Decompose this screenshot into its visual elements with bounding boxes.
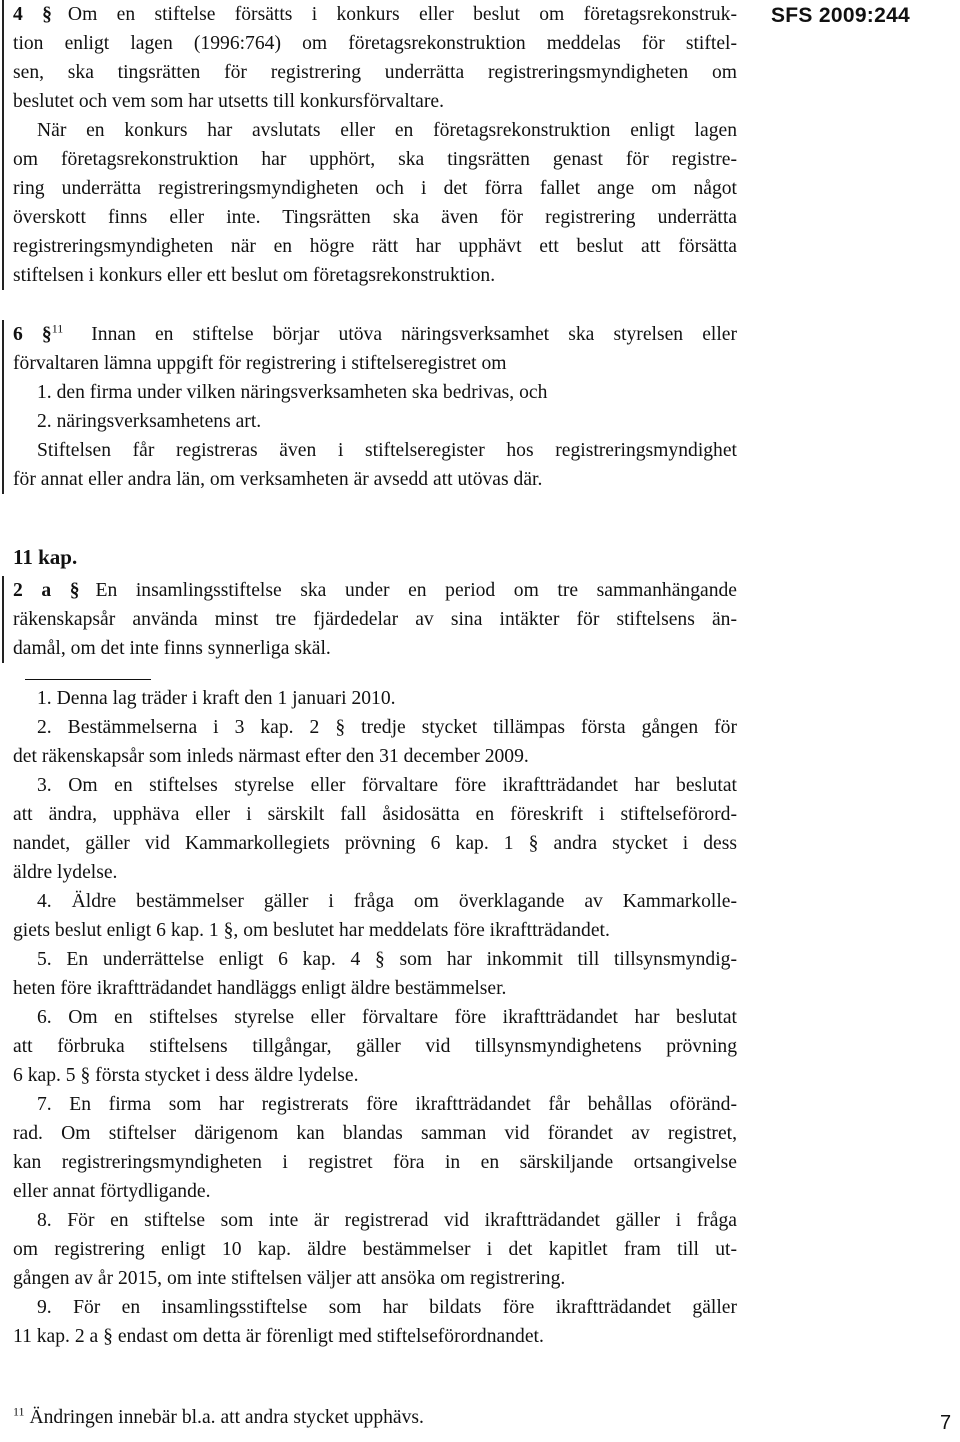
transitional-item-cont: eller annat förtydligande. <box>13 1181 211 1202</box>
transitional-item-cont: att ändra, upphäva eller i särskilt fall åsidosätta en föreskrift i stiftelseförord- <box>13 804 737 825</box>
section-4-line: 4 § Om en stiftelse försätts i konkurs eller beslut om företagsrekonstruk- <box>13 4 737 25</box>
running-head: SFS 2009:244 <box>771 4 911 27</box>
transitional-item-cont: att förbruka stiftelsens tillgångar, gäller vid tillsynsmyndighetens prövning <box>13 1036 737 1057</box>
section-6-line: 6 §$^{11}$ Innan en stiftelse börjar utöva näringsverksamhet ska styrelsen eller <box>13 321 737 345</box>
section-number: 4 § <box>13 4 52 25</box>
section-6-line: Stiftelsen får registreras även i stiftelseregister hos registreringsmyndighet <box>37 440 737 461</box>
section-number: 2 a § <box>13 580 80 601</box>
transitional-item-cont: 11 kap. 2 a § endast om detta är förenligt med stiftelseförordnandet. <box>13 1326 544 1347</box>
section-2a <box>13 576 737 663</box>
section-4-line: om företagsrekonstruktion har upphört, ska tingsrätten genast för registre- <box>13 149 737 170</box>
list-item: 1. den firma under vilken näringsverksamheten ska bedrivas, och <box>37 382 548 403</box>
footnote <box>13 1404 424 1429</box>
section-4-line: När en konkurs har avslutats eller en företagsrekonstruktion enligt lagen <box>37 120 737 141</box>
transitional-item-cont: äldre lydelse. <box>13 862 118 883</box>
section-6-line: för annat eller andra län, om verksamheten är avsedd att utövas där. <box>13 469 543 490</box>
section-4-line: beslutet och vem som har utsetts till konkursförvaltare. <box>13 91 444 112</box>
section-6 <box>13 320 737 494</box>
section-number: 6 § <box>13 324 52 345</box>
transitional-item: 8. För en stiftelse som inte är registrerad vid ikraftträdandet gäller i fråga <box>37 1210 737 1231</box>
transitional-item: 3. Om en stiftelses styrelse eller förvaltare före ikraftträdandet har beslutat <box>37 775 737 796</box>
footnote-text: Ändringen innebär bl.a. att andra stycket upphävs. <box>29 1407 424 1428</box>
transitional-item-cont: om registrering enligt 10 kap. äldre bestämmelser i det kapitlet fram till ut- <box>13 1239 737 1260</box>
section-4-line: registreringsmyndigheten när en högre rätt har upphävt ett beslut att försätta <box>13 236 737 257</box>
page-number: 7 <box>940 1412 952 1434</box>
transitional-item-cont: gången av år 2015, om inte stiftelsen väljer att ansöka om registrering. <box>13 1268 566 1289</box>
section-4-line: sen, ska tingsrätten för registrering underrätta registreringsmyndigheten om <box>13 62 737 83</box>
transitional-item-cont: giets beslut enligt 6 kap. 1 §, om beslutet har meddelats före ikraftträdandet. <box>13 920 610 941</box>
section-4-line: tion enligt lagen (1996:764) om företagsrekonstruktion meddelas för stiftel- <box>13 33 737 54</box>
change-bar <box>2 0 4 290</box>
transitional-item: 5. En underrättelse enligt 6 kap. 4 § som har inkommit till tillsynsmyndig- <box>37 949 737 970</box>
section-4-line: överskott finns eller inte. Tingsrätten ska även för registrering underrätta <box>13 207 737 228</box>
separator-rule <box>25 679 151 680</box>
footnote-ref: 11 <box>51 321 64 336</box>
change-bar <box>2 320 4 494</box>
section-6-line: förvaltaren lämna uppgift för registrering i stiftelseregistret om <box>13 353 507 374</box>
transitional-item: 9. För en insamlingsstiftelse som har bildats före ikraftträdandet gäller <box>37 1297 737 1318</box>
page-body <box>13 0 737 1351</box>
transitional-item-cont: heten före ikraftträdandet handläggs enligt äldre bestämmelser. <box>13 978 507 999</box>
change-bar <box>2 576 4 663</box>
transitional-item: 6. Om en stiftelses styrelse eller förvaltare före ikraftträdandet har beslutat <box>37 1007 737 1028</box>
transitional-item: 1. Denna lag träder i kraft den 1 januari 2010. <box>37 688 396 709</box>
transitional-item-cont: 6 kap. 5 § första stycket i dess äldre lydelse. <box>13 1065 359 1086</box>
footnote-number: 11 <box>13 1404 25 1419</box>
section-4-line: ring underrätta registreringsmyndigheten och i det förra fallet ange om något <box>13 178 737 199</box>
chapter-heading: 11 kap. <box>13 545 78 569</box>
transitional-item: 4. Äldre bestämmelser gäller i fråga om överklagande av Kammarkolle- <box>37 891 737 912</box>
transitional-item: 7. En firma som har registrerats före ikraftträdandet får behållas oföränd- <box>37 1094 737 1115</box>
transitional-item-cont: nandet, gäller vid Kammarkollegiets prövning 6 kap. 1 § andra stycket i dess <box>13 833 737 854</box>
transitional-item-cont: kan registreringsmyndigheten i registret föra in en särskiljande ortsangivelse <box>13 1152 737 1173</box>
transitional-provisions <box>13 684 737 1351</box>
transitional-item-cont: rad. Om stiftelser därigenom kan blandas samman vid förandet av registret, <box>13 1123 737 1144</box>
section-2a-line: 2 a § En insamlingsstiftelse ska under en period om tre sammanhängande <box>13 580 737 601</box>
section-2a-line: räkenskapsår använda minst tre fjärdedelar av sina intäkter för stiftelsens än- <box>13 609 737 630</box>
transitional-item-cont: det räkenskapsår som inleds närmast efter den 31 december 2009. <box>13 746 529 767</box>
list-item: 2. näringsverksamhetens art. <box>37 411 262 432</box>
section-4 <box>13 0 737 290</box>
section-4-line: stiftelsen i konkurs eller ett beslut om företagsrekonstruktion. <box>13 265 496 286</box>
section-2a-line: damål, om det inte finns synnerliga skäl. <box>13 638 331 659</box>
transitional-item: 2. Bestämmelserna i 3 kap. 2 § tredje stycket tillämpas första gången för <box>37 717 737 738</box>
